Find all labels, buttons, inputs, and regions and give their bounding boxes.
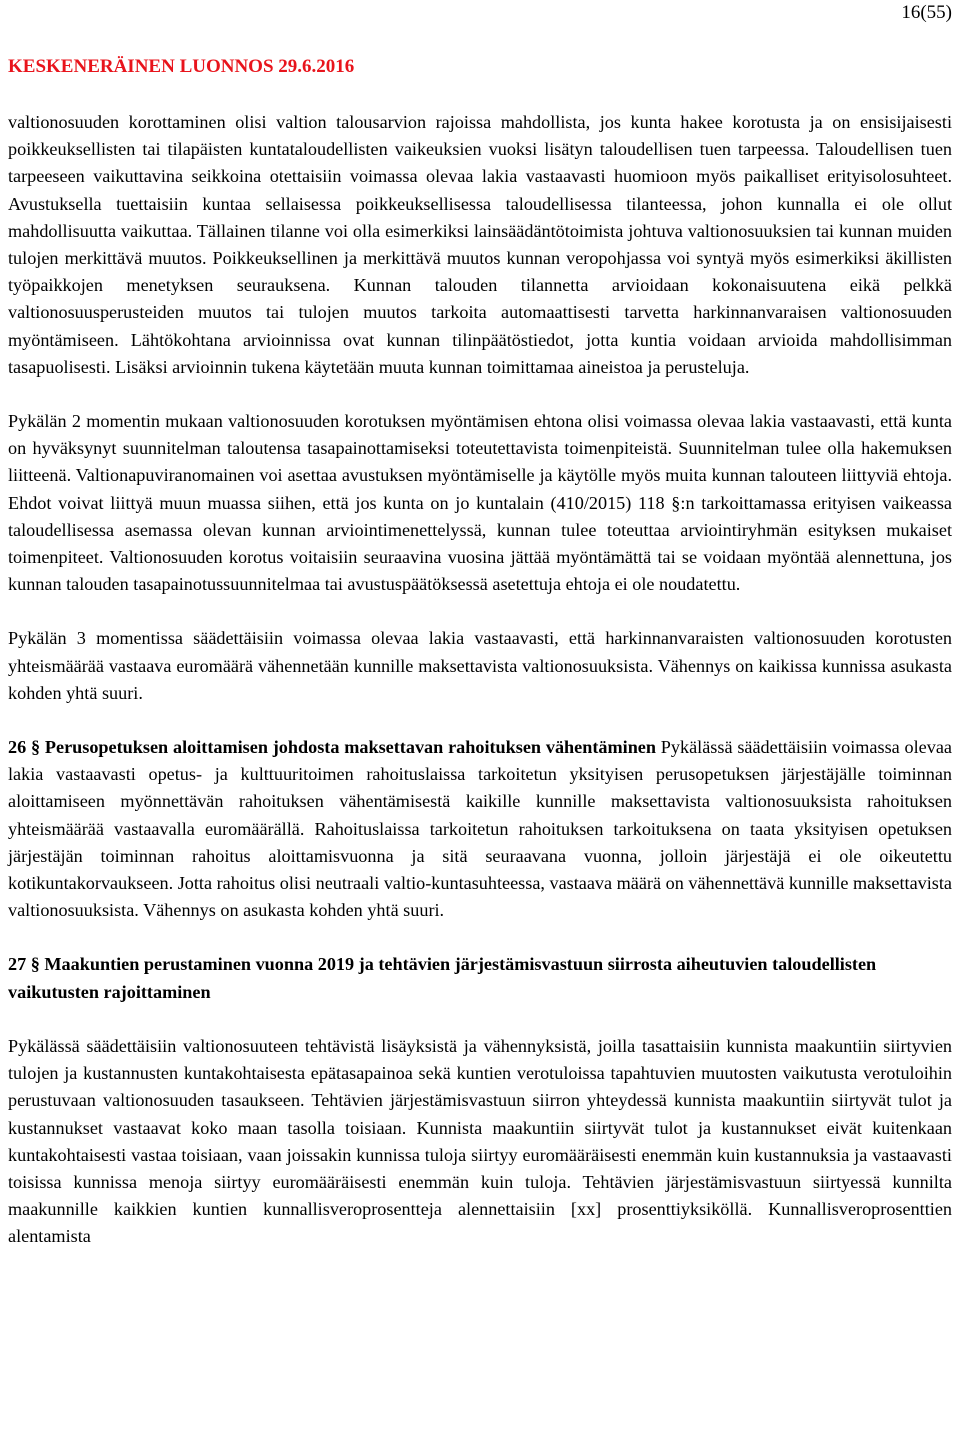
document-body (8, 109, 952, 1278)
section-26-body: Pykälässä säädettäisiin voimassa olevaa lakia vastaavasti opetus- ja kulttuuritoimen rahoituslaissa tarkoitetun yksityisen perusopetuksen järjestäjälle toiminnan aloittamiseen myönnettävän rahoituksen vähentämisestä kaikille kunnille maksettavista valtionosuuksista rahoituksen yhteismäärää vastaavalla euromäärällä. Rahoituslaissa tarkoitetun rahoituksen tarkoituksena on taata yksityisen opetuksen järjestäjän toiminnan rahoitus aloittamisvuonna ja sitä seuraavana vuonna, jolloin järjestäjä ei ole oikeutettu kotikuntakorvaukseen. Jotta rahoitus olisi neutraali valtio-kuntasuhteessa, vastaava määrä on vähennettävä kunnille maksettavista valtionosuuksista. Vähennys on asukasta kohden yhtä suuri. (8, 737, 952, 921)
section-27-heading: 27 § Maakuntien perustaminen vuonna 2019 ja tehtävien järjestämisvastuun siirrosta aiheutuvien taloudellisten vaikutusten rajoittaminen (8, 954, 877, 1002)
paragraph-3-momentti: Pykälän 3 momentissa säädettäisiin voimassa olevaa lakia vastaavasti, että harkinnanvaraisten valtionosuuden korotusten yhteismäärää vastaava euromäärä vähennetään kunnille maksettavista valtionosuuksista. Vähennys on kaikissa kunnissa asukasta kohden yhtä suuri. (8, 628, 952, 703)
section-27-body: Pykälässä säädettäisiin valtionosuuteen tehtävistä lisäyksistä ja vähennyksistä, joilla tasattaisiin kunnista maakuntiin siirtyvien tulojen ja kustannusten kuntakohtaisesta epätasapainoa sekä kuntien verotuloissa tapahtuvien muutosten vaikutusta verotuloihin perustuvaan valtionosuuden tasaukseen. Tehtävien järjestämisvastuun siirron yhteydessä kunnista maakuntiin siirtyvät tulot ja kustannukset vastaavat koko maan tasolla toisiaan. Kunnista maakuntiin siirtyvät tulot ja kustannukset eivät kuitenkaan kuntakohtaisesti vastaa toisiaan, vaan joissakin kunnissa tuloja siirtyy euromääräisesti enemmän kuin kustannuksia ja vastaavasti toisissa kunnissa menoja siirtyy euromääräisesti enemmän kuin tuloja. Tehtävien järjestämisvastuun siirtyessä kunnilta maakunnille kaikkien kuntien kunnallisveroprosentteja alennettaisiin [xx] prosenttiyksiköllä. Kunnallisveroprosenttien alentamista (8, 1035, 952, 1247)
draft-header: KESKENERÄINEN LUONNOS 29.6.2016 (8, 56, 355, 77)
paragraph-valtionosuuden-korottaminen: valtionosuuden korottaminen olisi valtion talousarvion rajoissa mahdollista, jos kunta hakee korotusta ja on ensisijaisesti poikkeuksellisten tai tilapäisten kuntataloudellisten vaikeuksien vuoksi lisätyn taloudellisen tuen tarpeessa. Taloudellisen tuen tarpeeseen vaikuttavina seikkoina otettaisiin voimassa olevaa lakia vastaavasti huomioon myös paikalliset erityisolosuhteet. Avustuksella tuettaisiin kuntaa sellaisessa poikkeuksellisessa taloudellisessa tilanteessa, johon kunnalla ei ole ollut mahdollisuutta vaikuttaa. Tällainen tilanne voi olla esimerkiksi lainsäädäntötoimista johtuva valtionosuuksien tai kunnan muiden tulojen merkittävä muutos. Poikkeuksellinen ja merkittävä muutos kunnan veropohjassa voi syntyä myös esimerkiksi äkillisten työpaikkojen menetyksen seurauksena. Kunnan talouden tilannetta arvioidaan kokonaisuutena eikä pelkkä valtionosuusperusteiden muutos tai tulojen muutos tarkoita automaattisesti tarvetta harkinnanvaraisen valtionosuuden myöntämiseen. Lähtökohtana arvioinnissa ovat kunnan tilinpäätöstiedot, jotta kuntia voidaan arvioida mahdollisimman tasapuolisesti. Lisäksi arvioinnin tukena käytetään muuta kunnan toimittamaa aineistoa ja perusteluja. (8, 112, 952, 377)
paragraph-2-momentti: Pykälän 2 momentin mukaan valtionosuuden korotuksen myöntämisen ehtona olisi voimassa olevaa lakia vastaavasti, että kunta on hyväksynyt suunnitelman taloutensa tasapainottamiseksi toteutettavista toimenpiteistä. Suunnitelman tulee olla hakemuksen liitteenä. Valtionapuviranomainen voi asettaa avustuksen myöntämiselle ja käytölle myös muita kunnan talouteen liittyviä ehtoja. Ehdot voivat liittyä muun muassa siihen, että jos kunta on jo kuntalain (410/2015) 118 §:n tarkoittamassa erityisen vaikeassa taloudellisessa asemassa olevan kunnan arviointimenettelyssä, kunnan tulee toteuttaa arviointiryhmän esityksen mukaiset toimenpiteet. Valtionosuuden korotus voitaisiin seuraavina vuosina jättää myöntämättä tai se voidaan myöntää alennettuna, jos kunnan talouden tasapainotussuunnitelmaa tai avustuspäätöksessä asetettuja ehtoja ei ole noudatettu. (8, 411, 952, 595)
section-26 (8, 734, 952, 924)
section-26-heading: 26 § Perusopetuksen aloittamisen johdosta maksettavan rahoituksen vähentäminen (8, 737, 656, 758)
page-number: 16(55) (901, 2, 952, 23)
